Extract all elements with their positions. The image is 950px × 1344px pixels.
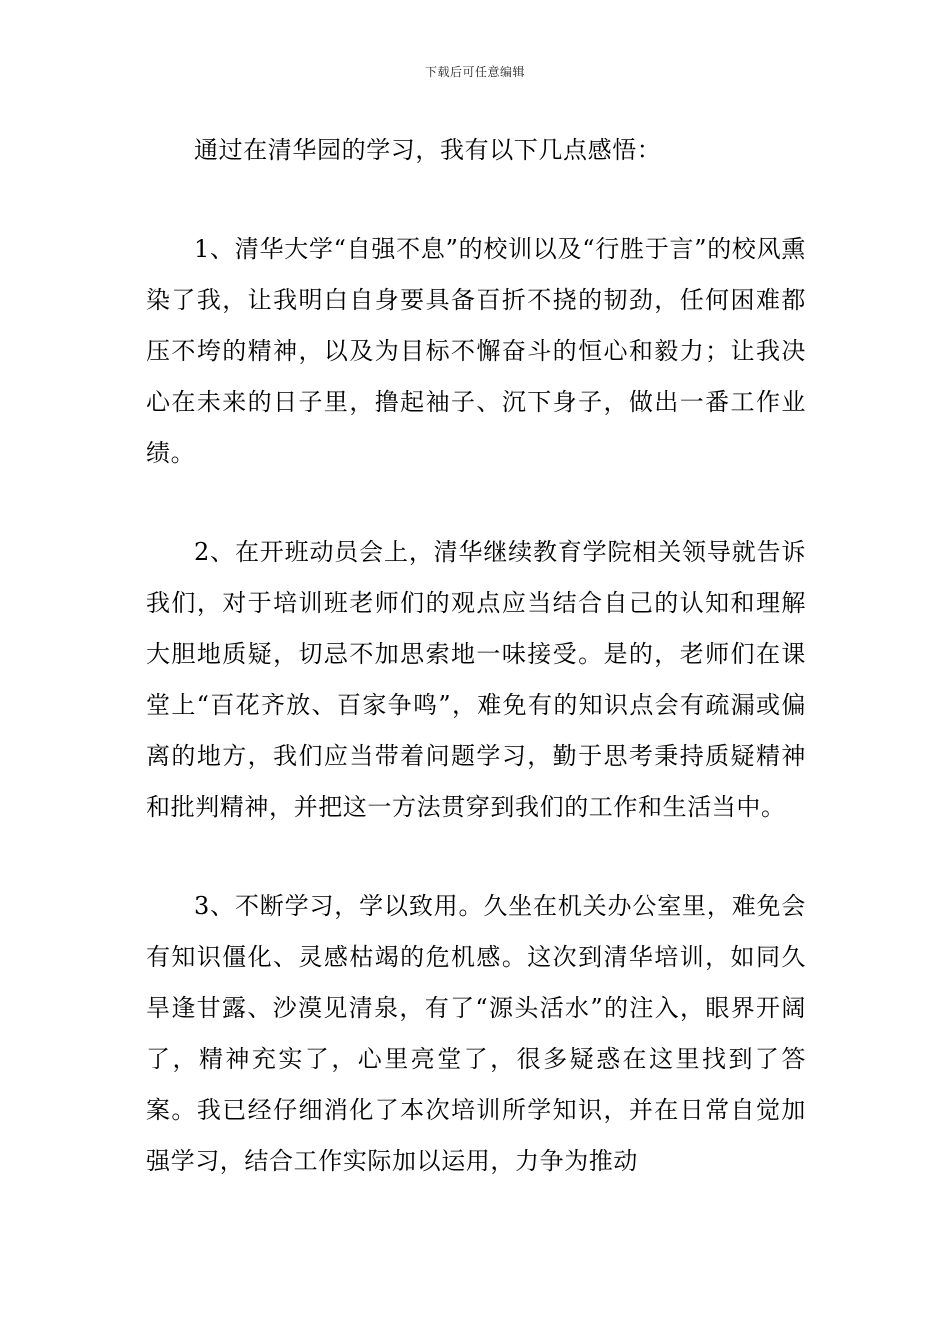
paragraph-1: 1、清华大学“自强不息”的校训以及“行胜于言”的校风熏染了我，让我明白自身要具备百折不挠的韧劲，任何困难都压不垮的精神，以及为目标不懈奋斗的恒心和毅力；让我决心在未来的日子里，撸起袖子、沉下身子，做出一番工作业绩。 xyxy=(146,235,806,467)
document-body xyxy=(146,125,806,1187)
paragraph-3: 3、不断学习，学以致用。久坐在机关办公室里，难免会有知识僵化、灵感枯竭的危机感。这次到清华培训，如同久旱逢甘露、沙漠见清泉，有了“源头活水”的注入，眼界开阔了，精神充实了，心里亮堂了，很多疑惑在这里找到了答案。我已经仔细消化了本次培训所学知识，并在日常自觉加强学习，结合工作实际加以运用，力争为推动 xyxy=(146,892,806,1175)
intro-paragraph: 通过在清华园的学习，我有以下几点感悟： xyxy=(194,136,662,164)
header-note: 下载后可任意编辑 xyxy=(424,65,525,79)
paragraph-2: 2、在开班动员会上，清华继续教育学院相关领导就告诉我们，对于培训班老师们的观点应当结合自己的认知和理解大胆地质疑，切忌不加思索地一味接受。是的，老师们在课堂上“百花齐放、百家争鸣”，难免有的知识点会有疏漏或偏离的地方，我们应当带着问题学习，勤于思考秉持质疑精神和批判精神，并把这一方法贯穿到我们的工作和生活当中。 xyxy=(146,538,806,821)
